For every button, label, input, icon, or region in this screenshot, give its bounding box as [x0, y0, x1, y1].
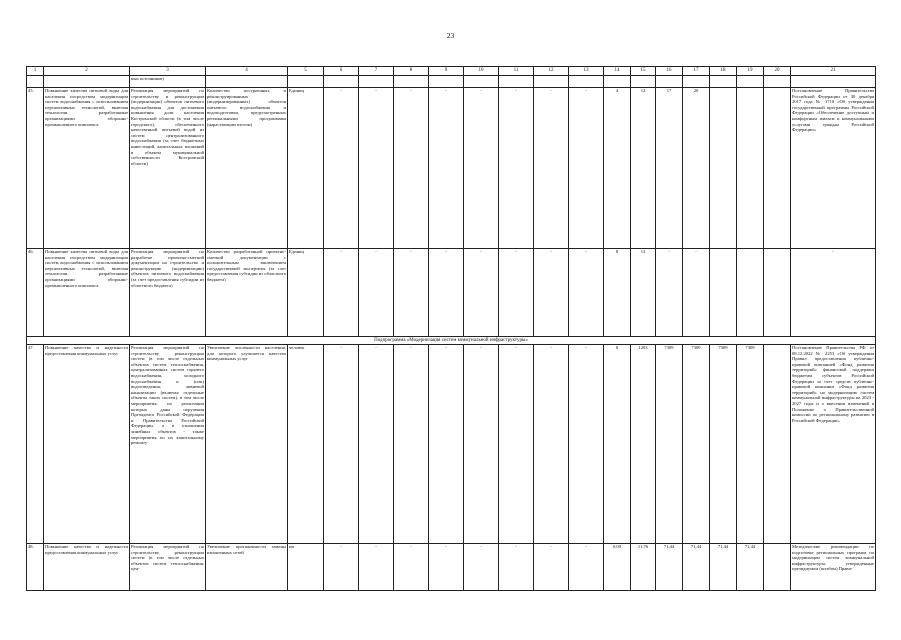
value-cell: -: [359, 88, 394, 249]
value-cell: -: [499, 249, 534, 337]
header-cell: 17: [683, 67, 710, 76]
value-cell: -: [359, 544, 394, 591]
value-cell: 12: [631, 88, 656, 249]
table-row: [27, 249, 876, 337]
value-cell: 71,44: [683, 544, 710, 591]
legal-basis-text: Методические рекомендации по подготовке региональных программ по модернизации систем коммунальной инфраструктуры, утвержденные президиумом (штабом) Прави-: [792, 544, 874, 572]
header-cell: 13: [569, 67, 604, 76]
continuation-text: ных источников): [130, 76, 206, 88]
header-cell: 4: [206, 67, 288, 76]
header-cell: 20: [764, 67, 791, 76]
value-cell: 20: [683, 88, 710, 249]
value-cell: 0,00: [604, 544, 631, 591]
value-cell: 7309: [737, 345, 764, 544]
header-cell: 6: [324, 67, 359, 76]
value-cell: -: [683, 249, 710, 337]
value-cell: 17: [656, 88, 683, 249]
activity-cell: Реализация мероприятий по строительству и реконструкции (модернизации) объектов питьевого водоснабжения для достижения повышения доли населения Костромской области (в том числе городского), обеспеченного качественной питьевой водой из систем централизованного водоснабжения (за счет бюджетных инвестиций, капитальных вложений в объекты муниципальной собственности Костромской области): [130, 88, 206, 249]
page-number: 23: [446, 31, 455, 40]
indicator-cell: Количество построенных и реконструированных (модернизированных) объектов питьевого водоснабжения и водоподготовки, предусмотренных региональными программами (нарастающим итогом): [206, 88, 288, 249]
header-cell: 1: [27, 67, 44, 76]
legal-basis-cell: [791, 544, 876, 591]
header-cell: 9: [429, 67, 464, 76]
value-cell: -: [569, 544, 604, 591]
unit-cell: Единиц: [288, 249, 324, 337]
value-cell: -: [464, 544, 499, 591]
value-cell: 71,44: [710, 544, 737, 591]
header-cell: 19: [737, 67, 764, 76]
header-row: [27, 67, 876, 76]
header-cell: 2: [44, 67, 130, 76]
value-cell: 7309: [656, 345, 683, 544]
value-cell: -: [569, 345, 604, 544]
activity-cell: Реализация мероприятий по строительству, реконструкции систем (в том числе отдельных объектов систем теплоснабжения, цен-: [130, 544, 206, 591]
value-cell: -: [464, 249, 499, 337]
value-cell: [737, 88, 764, 249]
unit-cell: км: [288, 544, 324, 591]
value-cell: -: [324, 544, 359, 591]
legal-basis-cell: [791, 345, 876, 544]
value-cell: -: [499, 88, 534, 249]
row-number: 45.: [27, 88, 44, 249]
value-cell: [764, 249, 791, 337]
header-cell: 7: [359, 67, 394, 76]
indicator-cell: Количество разработанной проектно-сметной документации с положительным заключением государственной экспертизы (за счет предоставления субсидии из областного бюджета): [206, 249, 288, 337]
value-cell: -: [359, 249, 394, 337]
header-cell: 12: [534, 67, 569, 76]
value-cell: 71,44: [656, 544, 683, 591]
row-number: 46.: [27, 249, 44, 337]
value-cell: -: [534, 345, 569, 544]
value-cell: 13: [631, 249, 656, 337]
value-cell: -: [499, 544, 534, 591]
value-cell: -: [394, 345, 429, 544]
legal-basis-text: Постановление Правительства РФ от 08.12.2022 № 2253 «Об утверждении Правил предоставления публично-правовой компанией «Фонд развития территорий» финансовой поддержки бюджетам субъектов Российской Федерации за счет средств публично-правовой компании «Фонд развития территорий» на модернизацию систем коммунальной инфраструктуры на 2023 - 2027 годы и о внесении изменений в Положение о Правительственной комиссии по региональному развитию в Российской Федерации»: [792, 345, 874, 423]
table-row: [27, 544, 876, 591]
row-number: 47.: [27, 345, 44, 544]
table-row: [27, 345, 876, 544]
unit-cell: человек: [288, 345, 324, 544]
header-cell: 18: [710, 67, 737, 76]
header-cell: 14: [604, 67, 631, 76]
value-cell: -: [359, 345, 394, 544]
header-cell: 8: [394, 67, 429, 76]
value-cell: -: [534, 88, 569, 249]
value-cell: -: [429, 249, 464, 337]
value-cell: [737, 249, 764, 337]
header-cell: 21: [791, 67, 876, 76]
value-cell: -: [429, 544, 464, 591]
value-cell: -: [324, 345, 359, 544]
indicator-cell: Увеличение численности населения, для которого улучшается качество коммунальных услуг: [206, 345, 288, 544]
value-cell: -: [324, 88, 359, 249]
value-cell: [764, 345, 791, 544]
task-cell: Повышение качества и надежности предоставления коммунальных услуг: [44, 345, 130, 544]
subprogram-title: Подпрограмма «Модернизация систем коммунальной инфраструктуры»: [27, 337, 876, 345]
value-cell: -: [464, 345, 499, 544]
row-number: 48.: [27, 544, 44, 591]
value-cell: 11,76: [631, 544, 656, 591]
value-cell: -: [429, 345, 464, 544]
activity-cell: Реализация мероприятий по разработке проектно-сметной документации на строительство и реконструкцию (модернизацию) объектов питьевого водоснабжения (за счет предоставления субсидии из областного бюджета): [130, 249, 206, 337]
subprogram-row: [27, 337, 876, 345]
value-cell: -: [394, 544, 429, 591]
value-cell: 71,44: [737, 544, 764, 591]
continuation-row: [27, 76, 876, 88]
header-cell: 11: [499, 67, 534, 76]
value-cell: -: [394, 88, 429, 249]
value-cell: -: [429, 88, 464, 249]
header-cell: 10: [464, 67, 499, 76]
header-cell: 3: [130, 67, 206, 76]
value-cell: -: [464, 88, 499, 249]
value-cell: 4: [604, 88, 631, 249]
header-cell: 15: [631, 67, 656, 76]
document-table: [26, 66, 876, 591]
task-cell: Повышение качества питьевой воды для населения посредством модернизации систем водоснабжения с использованием перспективных технологий, включая технологии, разработанные организациями оборонно-промышленного комплекса: [44, 88, 130, 249]
value-cell: -: [656, 249, 683, 337]
value-cell: [764, 544, 791, 591]
value-cell: -: [569, 249, 604, 337]
value-cell: [764, 88, 791, 249]
task-cell: Повышение качества питьевой воды для населения посредством модернизации систем водоснабжения с использованием перспективных технологий, включая технологии, разработанные организациями оборонно-промышленного комплекса: [44, 249, 130, 337]
value-cell: 0: [604, 345, 631, 544]
value-cell: 8: [604, 249, 631, 337]
value-cell: [710, 249, 737, 337]
value-cell: 7309: [710, 345, 737, 544]
activity-cell: Реализация мероприятий по строительству, реконструкции систем (в том числе отдельных объектов систем теплоснабжения, централизованных систем горячего водоснабжения, холодного водоснабжения и (или) водоотведения, ливневой канализации (включая отдельные объекты таких систем), в том числе мероприятия, по реализации которых даны поручения Президента Российской Федерации и Правительства Российской Федерации, а в отношении линейных объектов - также мероприятия по их капитальному ремонту: [130, 345, 206, 544]
unit-cell: Единиц: [288, 88, 324, 249]
value-cell: -: [534, 544, 569, 591]
value-cell: [710, 88, 737, 249]
legal-basis-cell: -: [791, 249, 876, 337]
value-cell: -: [324, 249, 359, 337]
value-cell: 1203: [631, 345, 656, 544]
legal-basis-cell: Постановление Правительства Российской Федерации от 30 декабря 2017 года № 1710 «Об утверждении государственной программы Российской Федерации «Обеспечение доступным и комфортным жильем и коммунальными услугами граждан Российской Федерации»: [791, 88, 876, 249]
indicator-cell: Увеличение протяженности замены изношенных сетей: [206, 544, 288, 591]
value-cell: -: [394, 249, 429, 337]
task-cell: Повышение качества и надежности предоставления коммунальных услуг: [44, 544, 130, 591]
value-cell: -: [534, 249, 569, 337]
header-cell: 5: [288, 67, 324, 76]
value-cell: -: [569, 88, 604, 249]
value-cell: 7309: [683, 345, 710, 544]
table-row: [27, 88, 876, 249]
value-cell: -: [499, 345, 534, 544]
header-cell: 16: [656, 67, 683, 76]
